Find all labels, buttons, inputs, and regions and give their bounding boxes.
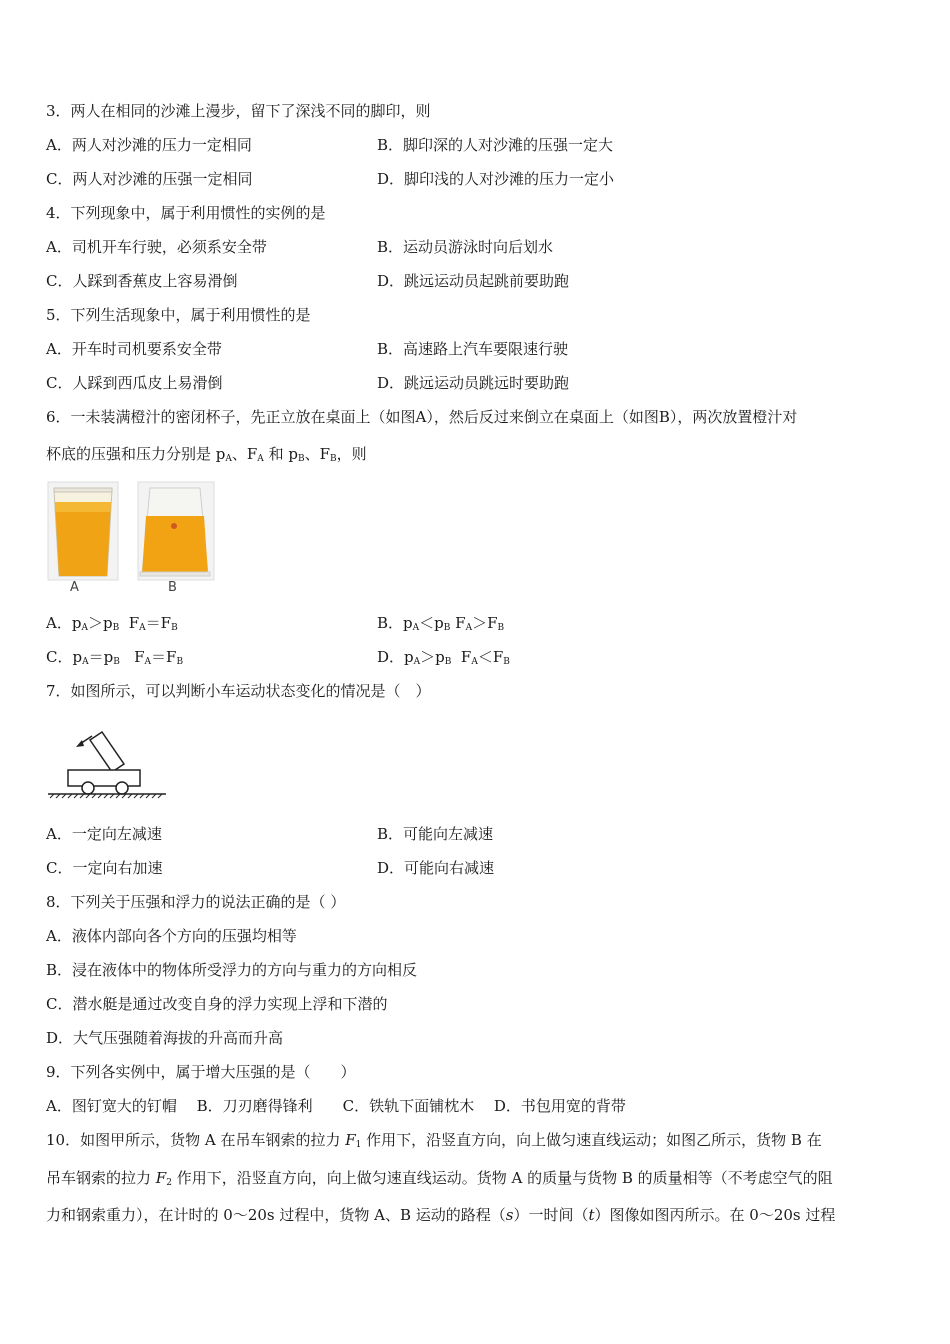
q4-option-a: A．司机开车行驶，必须系安全带 <box>46 238 267 256</box>
q3-stem: 3．两人在相同的沙滩上漫步，留下了深浅不同的脚印，则 <box>46 102 431 120</box>
q8-option-b: B．浸在液体中的物体所受浮力的方向与重力的方向相反 <box>46 961 418 979</box>
q9-options: A．图钉宽大的钉帽 B．刀刃磨得锋利 C．铁轨下面铺枕木 D．书包用宽的背带 <box>46 1097 626 1115</box>
q4-option-c: C．人踩到香蕉皮上容易滑倒 <box>46 272 238 290</box>
q5-stem: 5．下列生活现象中，属于利用惯性的是 <box>46 306 311 324</box>
q8-option-a: A．液体内部向各个方向的压强均相等 <box>46 927 297 945</box>
q7-option-a: A．一定向左减速 <box>46 825 162 843</box>
q5-option-d: D．跳远运动员跳远时要助跑 <box>377 374 570 392</box>
q9-stem: 9．下列各实例中，属于增大压强的是（ ） <box>46 1063 356 1081</box>
q6-option-b: B．$p_A<p_B$ $F_A>F_B$ <box>377 614 505 633</box>
q4-option-d: D．跳远运动员起跳前要助跑 <box>377 272 570 290</box>
q3-option-d: D．脚印浅的人对沙滩的压力一定小 <box>377 170 615 188</box>
q7-option-b: B．可能向左减速 <box>377 825 494 843</box>
q6-option-d: D．$p_A>p_B$ $F_A<F_B$ <box>377 648 510 667</box>
q5-option-c: C．人踩到西瓜皮上易滑倒 <box>46 374 223 392</box>
figure-label-b: B <box>168 580 177 595</box>
q3-option-a: A．两人对沙滩的压力一定相同 <box>46 136 252 154</box>
q6-stem-line1: 6．一未装满橙汁的密闭杯子，先正立放在桌面上（如图A），然后反过来倒立在桌面上（如图B），两次放置橙汁对 <box>46 408 798 426</box>
q7-figure <box>46 722 172 804</box>
q6-stem-line2: 杯底的压强和压力分别是 $p_A$、$F_A$ 和 $p_B$、$F_B$，则 <box>46 445 367 464</box>
q10-line1: 10．如图甲所示，货物 A 在吊车钢索的拉力 $F_1$ 作用下，沿竖直方向，向上做匀速直线运动；如图乙所示，货物 B 在 <box>46 1131 822 1150</box>
q8-stem: 8．下列关于压强和浮力的说法正确的是（ ） <box>46 893 346 911</box>
q6-option-a: A．$p_A>p_B$ $F_A=F_B$ <box>46 614 178 633</box>
q4-option-b: B．运动员游泳时向后划水 <box>377 238 554 256</box>
q5-option-b: B．高速路上汽车要限速行驶 <box>377 340 569 358</box>
q6-figure <box>46 480 218 598</box>
q3-option-b: B．脚印深的人对沙滩的压强一定大 <box>377 136 614 154</box>
q7-option-d: D．可能向右减速 <box>377 859 495 877</box>
q5-option-a: A．开车时司机要系安全带 <box>46 340 222 358</box>
q3-option-c: C．两人对沙滩的压强一定相同 <box>46 170 253 188</box>
q6-option-c: C．$p_A=p_B$ $F_A=F_B$ <box>46 648 184 667</box>
q4-stem: 4．下列现象中，属于利用惯性的实例的是 <box>46 204 326 222</box>
cart-diagram <box>46 722 172 804</box>
q7-option-c: C．一定向右加速 <box>46 859 163 877</box>
q10-line2: 吊车钢索的拉力 $F_2$ 作用下，沿竖直方向，向上做匀速直线运动。货物 A 的质量与货物 B 的质量相等（不考虑空气的阻 <box>46 1169 833 1188</box>
q10-line3: 力和钢索重力），在计时的 0～20s 过程中，货物 A、B 运动的路程（s）一时间（t）图像如图丙所示。在 0～20s 过程 <box>46 1206 836 1224</box>
q8-option-c: C．潜水艇是通过改变自身的浮力实现上浮和下潜的 <box>46 995 388 1013</box>
q7-stem: 7．如图所示，可以判断小车运动状态变化的情况是（ ） <box>46 682 431 700</box>
figure-label-a: A <box>70 580 79 595</box>
q8-option-d: D．大气压强随着海拔的升高而升高 <box>46 1029 284 1047</box>
